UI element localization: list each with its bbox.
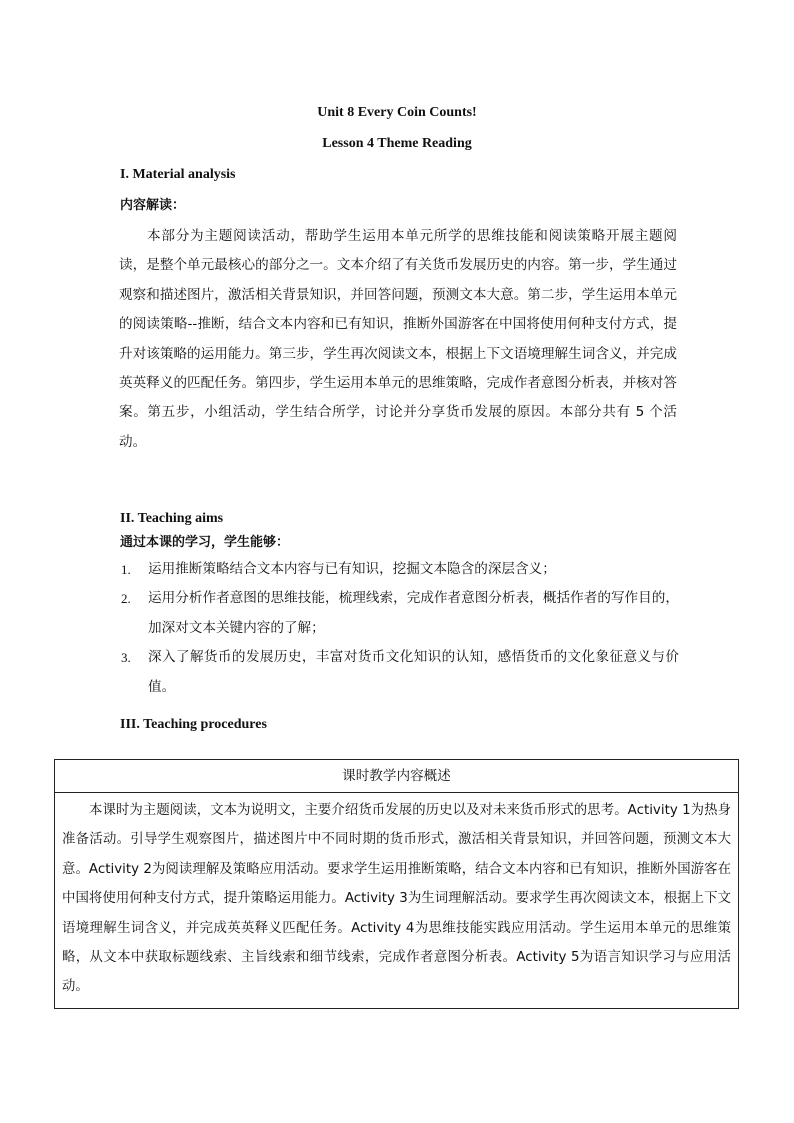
lesson-overview-table [54, 759, 739, 1009]
section-heading-teaching-aims: II. Teaching aims [120, 511, 224, 526]
section-subheading-content-interpretation: 内容解读： [120, 198, 186, 213]
list-item-number: 2. [121, 591, 131, 607]
list-item-text: 深入了解货币的发展历史，丰富对货币文化知识的认知，感悟货币的文化象征意义与价值。 [148, 649, 679, 695]
list-item-text: 运用分析作者意图的思维技能，梳理线索，完成作者意图分析表，概括作者的写作目的，加深对文本关键内容的了解； [148, 590, 679, 636]
list-item-number: 3. [121, 650, 131, 666]
list-item-text: 运用推断策略结合文本内容与已有知识，挖掘文本隐含的深层含义； [148, 561, 556, 577]
list-item [119, 643, 679, 702]
section-heading-material-analysis: I. Material analysis [120, 167, 236, 182]
material-analysis-paragraph: 本部分为主题阅读活动，帮助学生运用本单元所学的思维技能和阅读策略开展主题阅读，是整个单元最核心的部分之一。文本介绍了有关货币发展历史的内容。第一步，学生通过观察和描述图片，激活相关背景知识，并回答问题，预测文本大意。第二步，学生运用本单元的阅读策略--推断，结合文本内容和已有知识，推断外国游客在中国将使用何种支付方式，提升对该策略的运用能力。第三步，学生再次阅读文本，根据上下文语境理解生词含义，并完成英英释义的匹配任务。第四步，学生运用本单元的思维策略，完成作者意图分析表，并核对答案。第五步，小组活动，学生结合所学，讨论并分享货币发展的原因。本部分共有 5 个活动。 [119, 228, 677, 450]
list-item [119, 584, 679, 643]
lesson-title: Lesson 4 Theme Reading [322, 136, 472, 151]
document-title: Unit 8 Every Coin Counts! [317, 105, 477, 120]
lesson-overview-body: 本课时为主题阅读，文本为说明文，主要介绍货币发展的历史以及对未来货币形式的思考。Activity 1为热身准备活动。引导学生观察图片，描述图片中不同时期的货币形式，激活相关背景知识，并回答问题，预测文本大意。Activity 2为阅读理解及策略应用活动。要求学生运用推断策略，结合文本内容和已有知识，推断外国游客在中国将使用何种支付方式，提升策略运用能力。Activity 3为生词理解活动。要求学生再次阅读文本，根据上下文语境理解生词含义，并完成英英释义匹配任务。Activity 4为思维技能实践应用活动。学生运用本单元的思维策略，从文本中获取标题线索、主旨线索和细节线索，完成作者意图分析表。Activity 5为语言知识学习与应用活动。 [62, 803, 731, 995]
list-item-number: 1. [121, 562, 131, 577]
teaching-aims-intro: 通过本课的学习，学生能够： [120, 535, 290, 550]
section-heading-teaching-procedures: III. Teaching procedures [120, 717, 267, 732]
lesson-overview-header: 课时教学内容概述 [55, 760, 738, 793]
teaching-aims-list [119, 555, 679, 702]
list-item [119, 555, 679, 584]
